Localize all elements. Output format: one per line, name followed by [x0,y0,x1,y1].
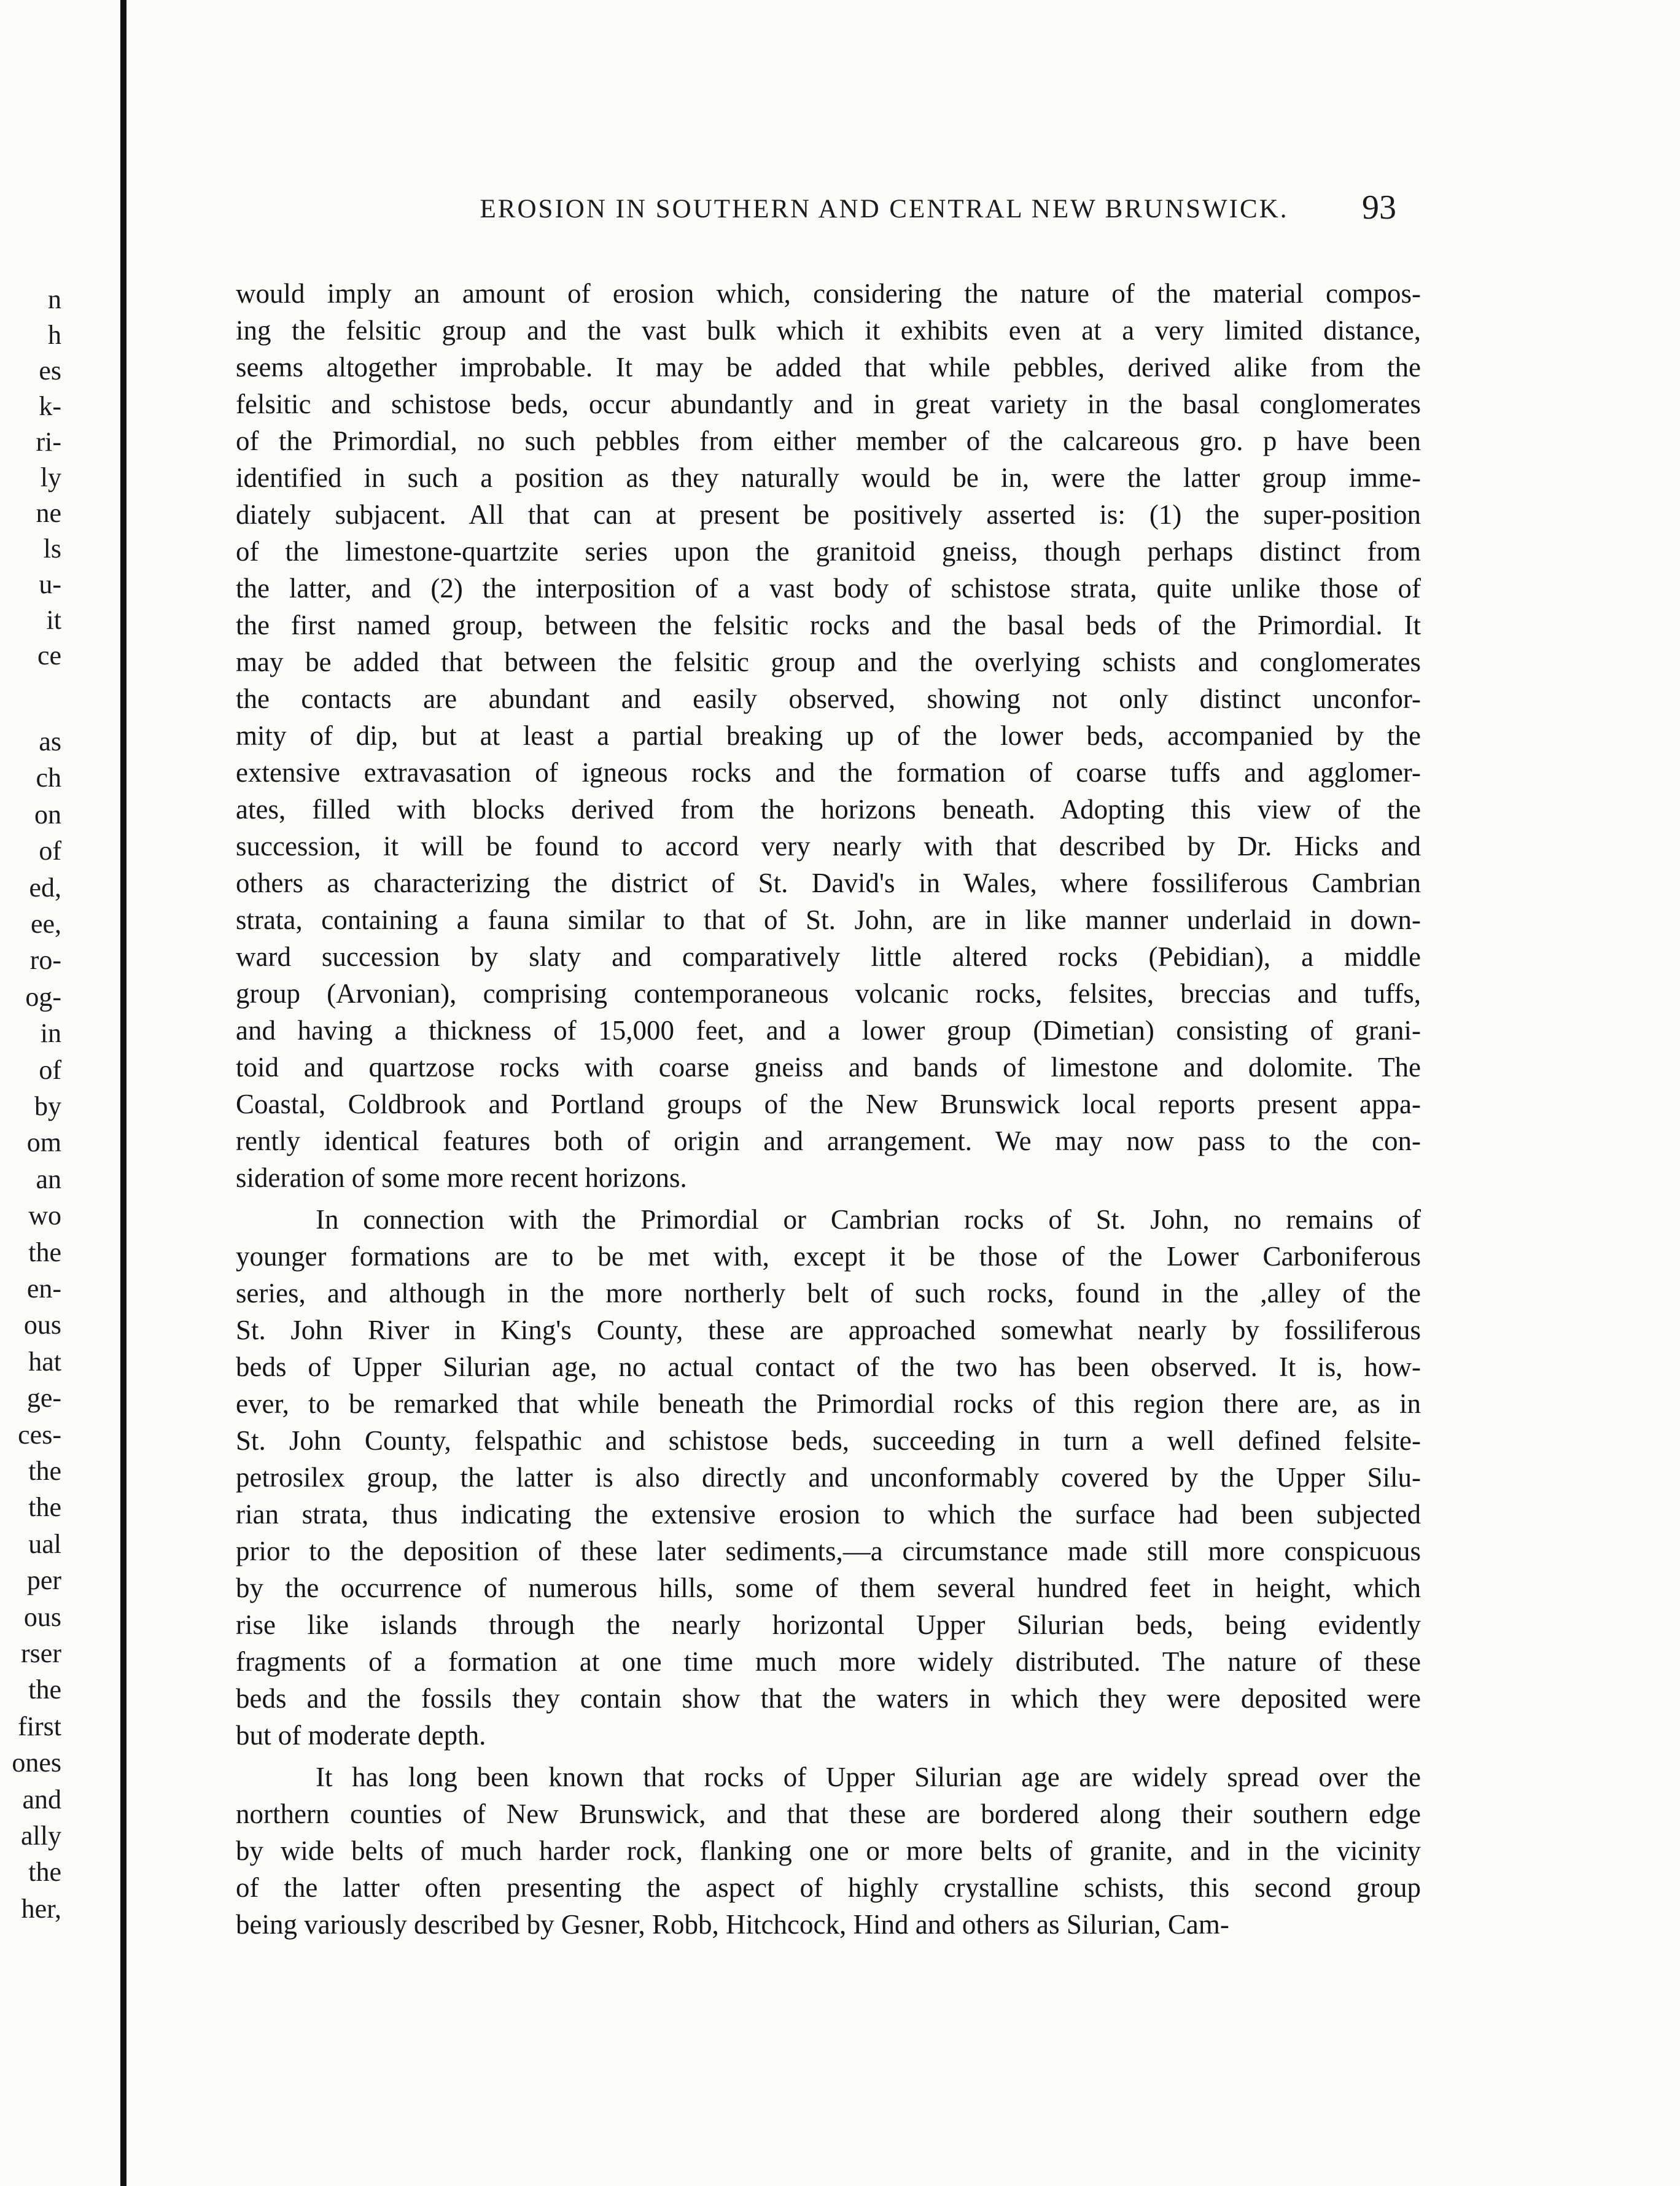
text-line: Coastal, Coldbrook and Portland groups of the New Brunswick local reports present appa- [236,1089,1421,1119]
margin-fragment: en- [26,1274,61,1304]
margin-fragment: it [46,605,61,635]
margin-fragment: h [48,320,61,350]
paragraph [236,1201,1421,1754]
margin-fragment: and [22,1784,61,1815]
text-line: group (Arvonian), comprising contemporaneous volcanic rocks, felsites, breccias and tuffs, [236,978,1421,1009]
paragraph [236,275,1421,1196]
margin-fragment: the [28,1675,61,1705]
text-line: being variously described by Gesner, Robb, Hitchcock, Hind and others as Silurian, Cam- [236,1909,1229,1940]
margin-fragment: ls [43,534,61,564]
margin-fragment: ces- [18,1420,61,1450]
text-line: younger formations are to be met with, except it be those of the Lower Carboniferous [236,1241,1421,1272]
margin-fragment: of [39,1055,61,1085]
body-text [236,275,1421,1943]
text-line: others as characterizing the district of St. David's in Wales, where fossiliferous Cambrian [236,868,1421,898]
text-line: series, and although in the more northerly belt of such rocks, found in the ,alley of the [236,1278,1421,1309]
margin-fragment: ge- [26,1383,61,1413]
text-line: beds of Upper Silurian age, no actual contact of the two has been observed. It is, how- [236,1352,1421,1382]
margin-fragment: og- [25,982,61,1012]
margin-fragment: ce [37,640,61,671]
text-line: strata, containing a fauna similar to that of St. John, are in like manner underlaid in down- [236,904,1421,935]
text-line: prior to the deposition of these later sediments,—a circumstance made still more conspicuous [236,1536,1421,1566]
margin-fragment: ous [23,1602,61,1632]
facing-page-margin-fragments [0,0,80,2186]
text-line: rently identical features both of origin and arrangement. We may now pass to the con- [236,1126,1421,1156]
running-head: EROSION IN SOUTHERN AND CENTRAL NEW BRUNSWICK. [480,195,1289,224]
paragraph [236,1759,1421,1943]
margin-fragment: ro- [29,945,61,975]
text-line: by the occurrence of numerous hills, some of them several hundred feet in height, which [236,1573,1421,1603]
margin-fragment: the [28,1492,61,1522]
margin-fragment: per [26,1565,61,1595]
text-line: extensive extravasation of igneous rocks and the formation of coarse tuffs and agglomer- [236,757,1421,788]
text-line: northern counties of New Brunswick, and that these are bordered along their southern edge [236,1799,1421,1829]
text-line: may be added that between the felsitic group and the overlying schists and conglomerates [236,647,1421,677]
margin-fragment: by [34,1091,61,1121]
text-line: ward succession by slaty and comparatively little altered rocks (Pebidian), a middle [236,941,1421,972]
text-line: and having a thickness of 15,000 feet, and a lower group (Dimetian) consisting of grani- [236,1015,1421,1046]
text-line: beds and the fossils they contain show that the waters in which they were deposited were [236,1683,1421,1714]
margin-fragment: ch [36,763,61,793]
paragraph-gap [236,1196,1421,1201]
text-line: the first named group, between the felsitic rocks and the basal beds of the Primordial. It [236,610,1421,640]
margin-fragment: of [39,836,61,866]
text-line: felsitic and schistose beds, occur abundantly and in great variety in the basal conglomerates [236,389,1421,419]
text-line: identified in such a position as they naturally would be in, were the latter group imme- [236,462,1421,493]
text-line: ing the felsitic group and the vast bulk which it exhibits even at a very limited distance, [236,315,1421,346]
margin-fragment: ne [36,498,61,528]
text-line: by wide belts of much harder rock, flanking one or more belts of granite, and in the vicinity [236,1835,1421,1866]
text-line: ever, to be remarked that while beneath the Primordial rocks of this region there are, as in [236,1388,1421,1419]
margin-fragment: u- [39,569,61,599]
margin-fragment: wo [28,1200,61,1231]
text-line: rian strata, thus indicating the extensive erosion to which the surface had been subjected [236,1499,1421,1530]
margin-fragment: ee, [30,909,61,939]
margin-fragment: es [39,356,61,386]
page-number: 93 [1362,189,1396,227]
margin-fragment: ally [21,1821,61,1851]
margin-fragment: an [36,1164,61,1194]
margin-fragment: ly [40,462,61,492]
text-line: petrosilex group, the latter is also directly and unconformably covered by the Upper Silu- [236,1462,1421,1493]
margin-fragment: the [28,1237,61,1267]
margin-fragment: as [39,726,61,757]
text-line: would imply an amount of erosion which, considering the nature of the material compos- [236,278,1421,309]
margin-fragment: om [26,1127,61,1157]
text-line: In connection with the Primordial or Cambrian rocks of St. John, no remains of [316,1204,1421,1235]
margin-fragment: rser [21,1638,61,1668]
margin-fragment: the [28,1857,61,1887]
margin-fragment: hat [28,1347,61,1377]
margin-fragment: ual [28,1529,61,1559]
text-line: but of moderate depth. [236,1720,486,1751]
text-line: the latter, and (2) the interposition of a vast body of schistose strata, quite unlike those of [236,573,1421,604]
text-line: seems altogether improbable. It may be added that while pebbles, derived alike from the [236,352,1421,383]
text-line: mity of dip, but at least a partial breaking up of the lower beds, accompanied by the [236,720,1421,751]
text-line: of the Primordial, no such pebbles from either member of the calcareous gro. p have been [236,426,1421,456]
margin-fragment: the [28,1456,61,1486]
text-line: of the limestone-quartzite series upon the granitoid gneiss, though perhaps distinct from [236,536,1421,567]
text-line: St. John River in King's County, these are approached somewhat nearly by fossiliferous [236,1315,1421,1345]
margin-fragment: in [40,1018,61,1048]
text-line: St. John County, felspathic and schistose beds, succeeding in turn a well defined felsite- [236,1425,1421,1456]
text-line: the contacts are abundant and easily observed, showing not only distinct unconfor- [236,683,1421,714]
paragraph-gap [236,1754,1421,1759]
margin-fragment: first [18,1711,61,1741]
margin-fragment: on [34,799,61,830]
binding-gutter-rule [120,0,126,2186]
text-line: sideration of some more recent horizons. [236,1162,687,1193]
text-line: ates, filled with blocks derived from the horizons beneath. Adopting this view of the [236,794,1421,825]
margin-fragment: ous [23,1310,61,1340]
text-line: It has long been known that rocks of Upper Silurian age are widely spread over the [316,1762,1421,1792]
text-line: succession, it will be found to accord very nearly with that described by Dr. Hicks and [236,831,1421,862]
margin-fragment: n [48,284,61,314]
margin-fragment: her, [21,1894,61,1924]
margin-fragment: ed, [29,873,61,903]
margin-fragment: ones [12,1748,61,1778]
text-line: fragments of a formation at one time much more widely distributed. The nature of these [236,1646,1421,1677]
margin-fragment: k- [39,391,61,421]
text-line: of the latter often presenting the aspect of highly crystalline schists, this second group [236,1872,1421,1903]
margin-fragment: ri- [36,427,61,457]
text-line: diately subjacent. All that can at present be positively asserted is: (1) the super-position [236,499,1421,530]
text-line: rise like islands through the nearly horizontal Upper Silurian beds, being evidently [236,1609,1421,1640]
text-line: toid and quartzose rocks with coarse gneiss and bands of limestone and dolomite. The [236,1052,1421,1083]
